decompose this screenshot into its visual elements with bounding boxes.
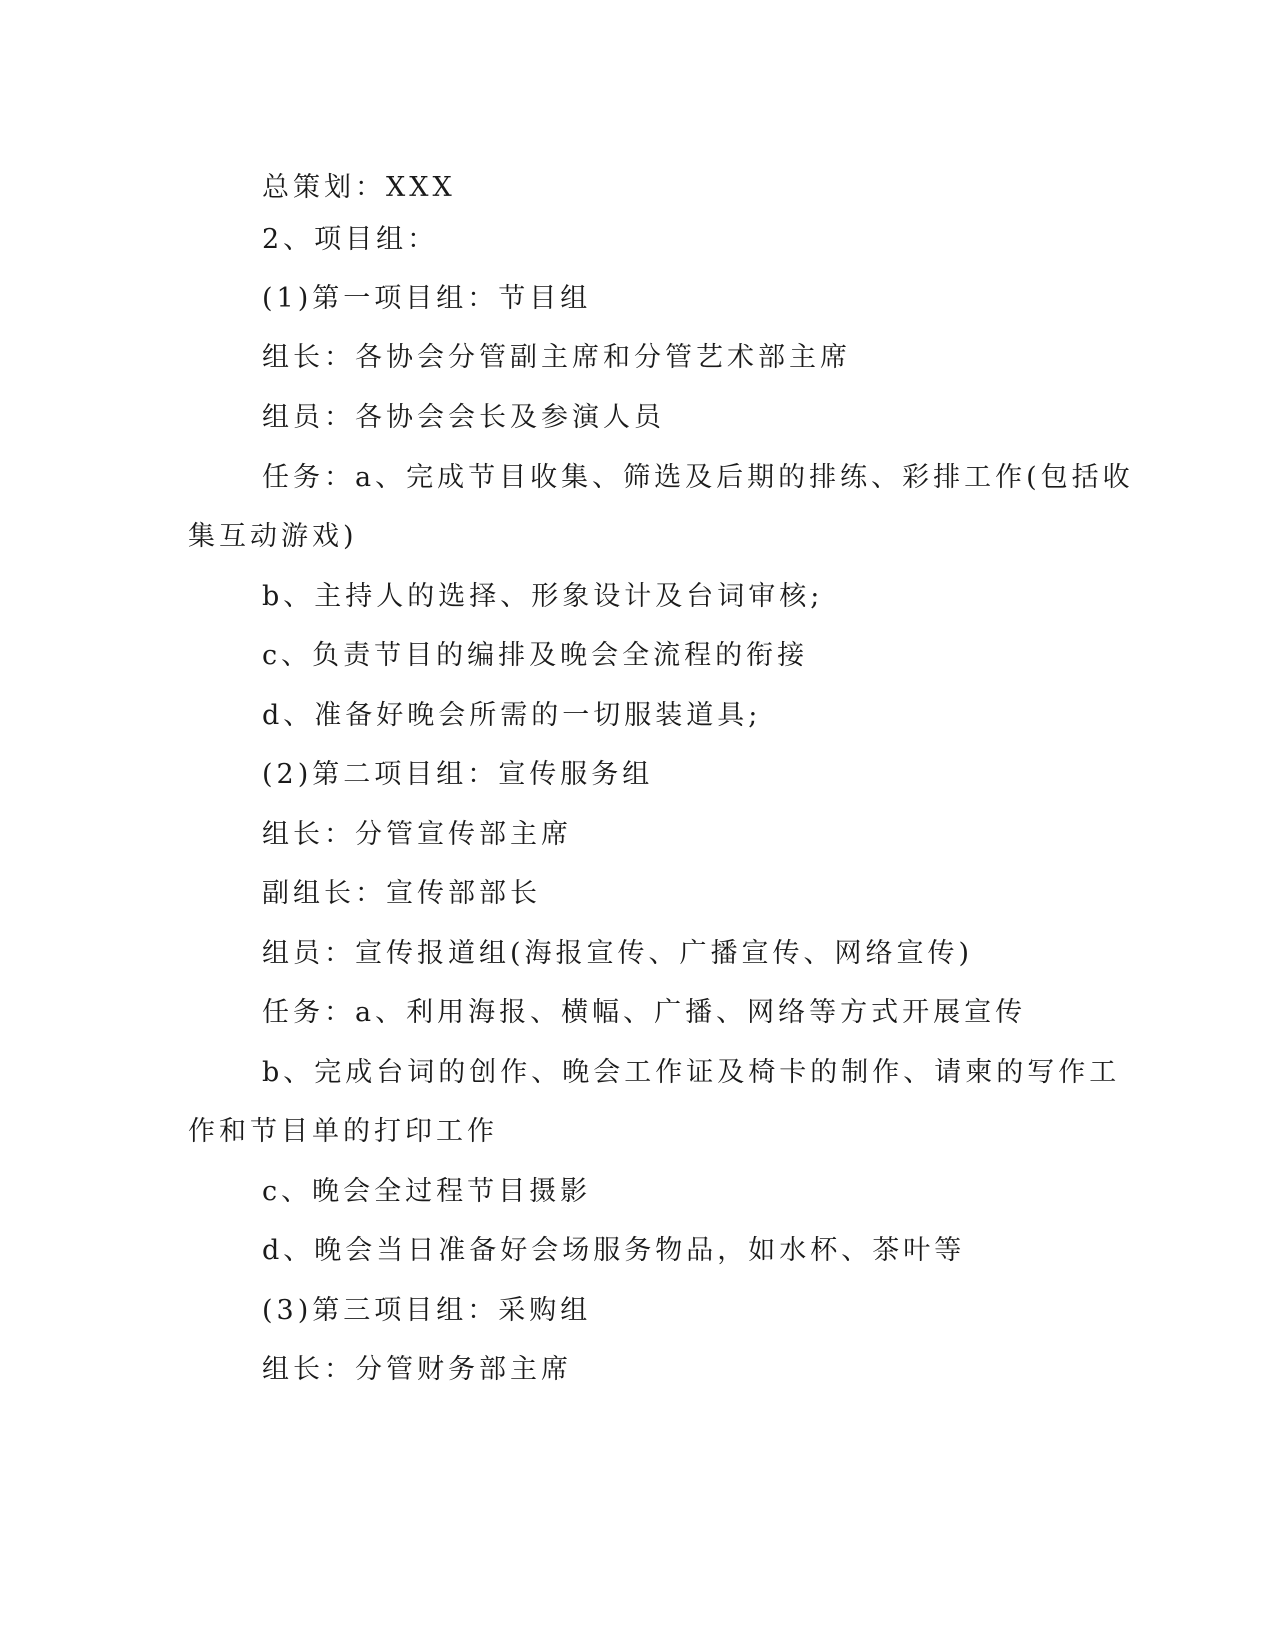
- group-1-heading: (1)第一项目组：节目组: [262, 283, 592, 314]
- group-1-task-d: d、准备好晚会所需的一切服装道具;: [262, 700, 762, 731]
- project-groups-heading: 2、项目组：: [262, 224, 439, 255]
- group-1-members: 组员：各协会会长及参演人员: [262, 402, 665, 433]
- general-planner-line: 总策划：XXX: [262, 172, 456, 203]
- group-2-task-b: b、完成台词的创作、晚会工作证及椅卡的制作、请柬的写作工: [262, 1057, 1121, 1088]
- group-1-task-b: b、主持人的选择、形象设计及台词审核;: [262, 581, 824, 612]
- group-2-members: 组员：宣传报道组(海报宣传、广播宣传、网络宣传): [262, 938, 974, 969]
- group-2-task-b-cont: 作和节目单的打印工作: [188, 1116, 498, 1147]
- group-3-leader: 组长：分管财务部主席: [262, 1354, 572, 1385]
- group-2-task-a: 任务：a、利用海报、横幅、广播、网络等方式开展宣传: [262, 997, 1027, 1028]
- group-2-leader: 组长：分管宣传部主席: [262, 819, 572, 850]
- group-2-deputy-leader: 副组长：宣传部部长: [262, 878, 541, 909]
- group-2-heading: (2)第二项目组：宣传服务组: [262, 759, 654, 790]
- group-2-task-d: d、晚会当日准备好会场服务物品，如水杯、茶叶等: [262, 1235, 966, 1266]
- group-1-task-c: c、负责节目的编排及晚会全流程的衔接: [262, 640, 809, 671]
- group-1-task-a-cont: 集互动游戏): [188, 521, 358, 552]
- group-2-task-c: c、晚会全过程节目摄影: [262, 1176, 592, 1207]
- group-1-task-a: 任务：a、完成节目收集、筛选及后期的排练、彩排工作(包括收: [262, 462, 1134, 493]
- group-1-leader: 组长：各协会分管副主席和分管艺术部主席: [262, 342, 851, 373]
- group-3-heading: (3)第三项目组：采购组: [262, 1295, 592, 1326]
